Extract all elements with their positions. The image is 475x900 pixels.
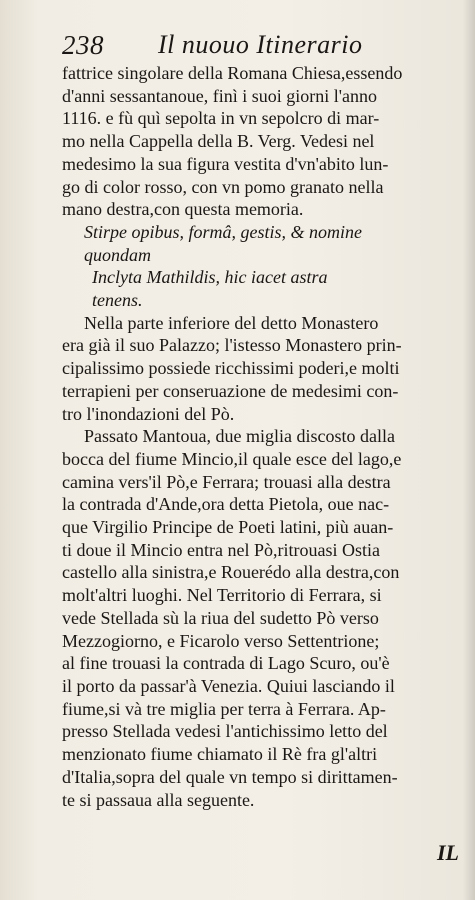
text-line: medesimo la sua figura vestita d'vn'abito lun- <box>62 153 389 174</box>
text-line: la contrada d'Ande,ora detta Pietola, oue nac- <box>62 494 390 515</box>
paragraph-3 <box>62 425 460 811</box>
text-line: presso Stellada vedesi l'antichissimo letto del <box>62 721 388 742</box>
signature-mark: IL <box>437 840 459 865</box>
text-line: fattrice singolare della Romana Chiesa,essendo <box>62 63 403 83</box>
text-line: vede Stellada sù la riua del sudetto Pò verso <box>62 607 379 628</box>
text-line: Mezzogiorno, e Ficarolo verso Settentrione; <box>62 630 380 651</box>
page-header <box>62 30 422 64</box>
text-line: bocca del fiume Mincio,il quale esce del lago,e <box>62 448 402 469</box>
epitaph-line: quondam <box>84 244 151 265</box>
text-line: castello alla sinistra,e Rouerédo alla destra,con <box>62 562 400 583</box>
epitaph <box>62 221 460 312</box>
text-line: il porto da passar'à Venezia. Quiui lasciando il <box>62 675 395 696</box>
text-line: 1116. e fù quì sepolta in vn sepolcro di mar- <box>62 108 380 129</box>
text-line: terrapieni per conseruazione de medesimi con- <box>62 380 399 401</box>
text-line: mano destra,con questa memoria. <box>62 199 304 220</box>
text-line: molt'altri luoghi. Nel Territorio di Ferrara, si <box>62 585 382 606</box>
text-line: Nella parte inferiore del detto Monastero <box>84 312 379 333</box>
text-line: fiume,si và tre miglia per terra à Ferrara. Ap- <box>62 698 386 719</box>
text-line: d'anni sessantanoue, finì i suoi giorni l'anno <box>62 85 377 106</box>
epitaph-line: Stirpe opibus, formâ, gestis, & nomine <box>84 221 362 242</box>
text-line: al fine trouasi la contrada di Lago Scuro, ou'è <box>62 653 390 674</box>
text-line: go di color rosso, con vn pomo granato nella <box>62 176 384 197</box>
text-line: camina vers'il Pò,e Ferrara; trouasi alla destra <box>62 471 391 492</box>
text-line: d'Italia,sopra del quale vn tempo si dirittamen- <box>62 766 398 787</box>
paragraph-1 <box>62 62 460 221</box>
text-line: era già il suo Palazzo; l'istesso Monastero prin- <box>62 335 402 356</box>
text-line: que Virgilio Principe de Poeti latini, più auan- <box>62 517 394 538</box>
running-title: Il nuouo Itinerario <box>158 30 363 59</box>
text-line: ti doue il Mincio entra nel Pò,ritrouasi Ostia <box>62 539 380 560</box>
text-line: tro l'inondazioni del Pò. <box>62 403 235 424</box>
page-number: 238 <box>62 30 104 60</box>
text-line: te si passaua alla seguente. <box>62 789 255 810</box>
page-edge-shadow <box>463 0 475 900</box>
text-line: cipalissimo possiede ricchissimi poderi,e molti <box>62 358 400 379</box>
epitaph-line: tenens. <box>92 290 143 311</box>
text-line: mo nella Cappella della B. Verg. Vedesi nel <box>62 131 375 152</box>
text-line: menzionato fiume chiamato il Rè fra gl'altri <box>62 744 378 765</box>
text-line: Passato Mantoua, due miglia discosto dalla <box>84 426 395 447</box>
paragraph-2 <box>62 312 460 426</box>
body-text <box>62 62 460 811</box>
epitaph-line: Inclyta Mathildis, hic iacet astra <box>92 267 328 288</box>
